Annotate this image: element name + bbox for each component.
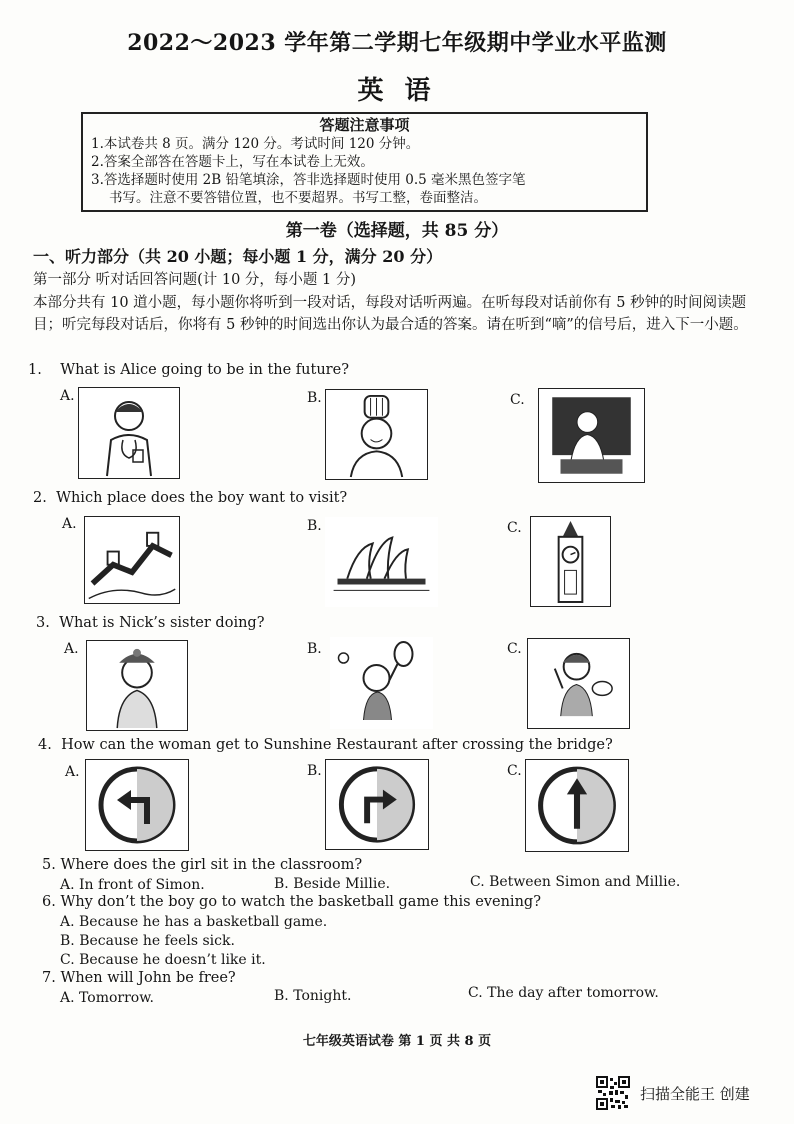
question-text: What is Alice going to be in the future? [60, 362, 349, 378]
qr-code-icon [596, 1076, 630, 1110]
option-b: B. Tonight. [274, 988, 352, 1004]
option-c: C. Because he doesn’t like it. [60, 952, 266, 968]
big-ben-picture [530, 516, 611, 607]
part-title: 第一卷（选择题，共 85 分） [285, 221, 509, 241]
notice-line: 1.本试卷共 8 页。满分 120 分。考试时间 120 分钟。 [91, 136, 420, 152]
section-subtitle: 第一部分 听对话回答问题(计 10 分，每小题 1 分) [33, 272, 357, 288]
question-number: 2. [33, 490, 47, 506]
question-text: What is Nick’s sister doing? [59, 615, 265, 631]
option-a: A. In front of Simon. [60, 877, 205, 893]
option-c: C. The day after tomorrow. [468, 985, 659, 1001]
question-number: 1. [28, 362, 42, 378]
option-letter: A. [65, 764, 80, 780]
teacher-picture [538, 388, 645, 483]
section-title: 一、听力部分（共 20 小题；每小题 1 分，满分 20 分） [33, 247, 443, 266]
option-letter: C. [507, 763, 522, 779]
option-letter: C. [507, 520, 522, 536]
question-5: 5. Where does the girl sit in the classroom? [42, 857, 363, 873]
question-1 [28, 362, 349, 378]
question-2 [33, 490, 347, 506]
option-a: A. Tomorrow. [60, 990, 154, 1006]
doctor-picture [78, 387, 180, 479]
exam-title: 2022～2023 学年第二学期七年级期中学业水平监测 [127, 30, 667, 56]
option-letter: C. [510, 392, 525, 408]
painting-girl-picture [527, 638, 630, 729]
option-letter: A. [60, 388, 75, 404]
notice-title: 答题注意事项 [319, 116, 410, 134]
go-straight-sign-icon [525, 759, 629, 852]
turn-left-sign-icon [85, 759, 189, 851]
option-letter: A. [64, 641, 79, 657]
tennis-girl-picture [330, 637, 433, 729]
option-letter: B. [307, 763, 322, 779]
question-7: 7. When will John be free? [42, 970, 236, 986]
option-a: A. Because he has a basketball game. [60, 914, 328, 930]
option-b: B. Beside Millie. [274, 876, 391, 892]
option-letter: A. [62, 516, 77, 532]
question-text: How can the woman get to Sunshine Restaurant after crossing the bridge? [61, 737, 613, 753]
scanner-watermark: 扫描全能王 创建 [640, 1085, 750, 1103]
option-c: C. Between Simon and Millie. [470, 874, 681, 890]
question-3 [36, 615, 264, 631]
question-text: Which place does the boy want to visit? [56, 490, 348, 506]
section-intro: 本部分共有 10 道小题，每小题你将听到一段对话，每段对话听两遍。在听每段对话前你有 5 秒钟的时间阅读题目；听完每段对话后，你将有 5 秒钟的时间选出你认为最合适的答案。请在听到“嘀”的信号后，进入下一小题。 [33, 295, 748, 333]
notice-line: 3.答选择题时使用 2B 铅笔填涂，答非选择题时使用 0.5 毫米黑色签字笔 [91, 172, 526, 188]
turn-right-sign-icon [325, 759, 429, 850]
option-letter: C. [507, 641, 522, 657]
notice-line: 书写。注意不要答错位置，也不要超界。书写工整，卷面整洁。 [109, 190, 487, 206]
option-letter: B. [307, 390, 322, 406]
chef-picture [325, 389, 428, 480]
question-number: 3. [36, 615, 50, 631]
great-wall-picture [84, 516, 180, 604]
option-letter: B. [307, 641, 322, 657]
question-number: 4. [38, 737, 52, 753]
page-footer: 七年级英语试卷 第 1 页 共 8 页 [302, 1034, 492, 1049]
option-b: B. Because he feels sick. [60, 933, 235, 949]
sydney-opera-house-picture [325, 517, 438, 607]
notice-box [81, 112, 648, 212]
question-6: 6. Why don’t the boy go to watch the basketball game this evening? [42, 894, 541, 910]
notice-line: 2.答案全部答在答题卡上，写在本试卷上无效。 [91, 154, 374, 170]
subject-title: 英 语 [357, 76, 437, 106]
question-4 [38, 737, 613, 753]
opera-girl-picture [86, 640, 188, 731]
option-letter: B. [307, 518, 322, 534]
